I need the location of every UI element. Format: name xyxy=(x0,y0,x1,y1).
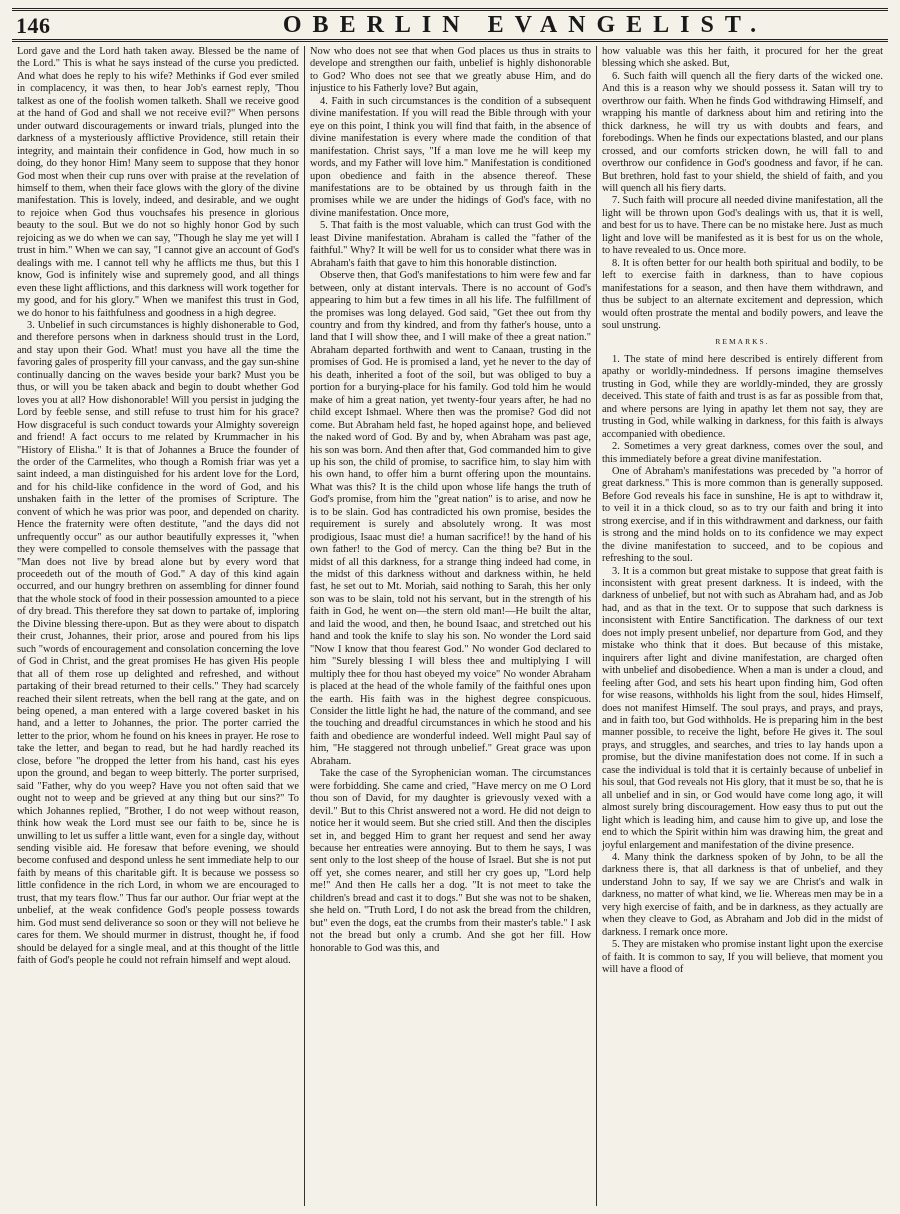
page-number: 146 xyxy=(16,13,51,38)
paragraph: 8. It is often better for our health both spiritual and bodily, to be left to exercise faith in darkness, than to have copious manifestations for a season, and then have them withdrawn, and thus be subject to an alternate excitement and depression, which would often prostrate the mental and bodily powers, and leave the soul unstrung. xyxy=(602,257,883,331)
remark-paragraph: 4. Many think the darkness spoken of by John, to be all the darkness there is, that all darkness is that of unbelief, and they understand John to say, If we say we are Christ's and walk in darkness, no matter of what kind, we lie. Whereas men may be in a very high exercise of faith, and be in darkness, as they actually are when they cleave to God, as Abraham and Job did in the midst of darkness. I remark once more. xyxy=(602,852,883,938)
remark-paragraph: 5. They are mistaken who promise instant light upon the exercise of faith. It is common to say, If you will believe, that moment you will have a flood of xyxy=(602,939,883,976)
paragraph: 4. Faith in such circumstances is the condition of a subsequent divine manifestation. If you will read the Bible through with your eye on this point, I think you will find that faith, in the absence of divine manifestation is every where made the condition of that manifestation. Christ says, "If a man love me he will keep my words, and my Father will love him." Manifestation is conditioned upon obedience and faith in the absence thereof. These manifestations are to be obtained by us through faith in the promises while we are under the hidings of God's face, with no divine manifestation. Once more, xyxy=(310,95,591,219)
remarks-heading: REMARKS. xyxy=(715,337,770,347)
paragraph: 3. Unbelief in such circumstances is highly dishonerable to God, and therefore persons when in darkness should trust in the Lord, and stay upon their God. What! must you have all the time the favoring gales of prosperity fill your canvass, and the gay sun-shine continually dancing on the waves beside your bark? Must you be thus, or will you be taken aback and begin to doubt whether God loves you at all? How dishonorable! Will you persist in judging the Lord by feeble sense, and still refuse to trust him for his grace? How disgraceful is such conduct towards your Almighty sovereign and friend! A fact occurs to me related by Krummacher in his "History of Elisha." It is that of Johannes a Bruce the founder of the order of the Carmelites, who though a Romish friar was yet a saint indeed, a man distinguished for his ardent love for the Lord, and for his child-like confidence in the word of God, and his unshaken faith in the letter of the promises of Scripture. The convent of which he was prior was poor, and depended on charity. Hence the fraternity were often destitute, "and the days did not unfrequently occur" as our author beautifully expresses it, "when they were compelled to console themselves with the passage that "Man does not live by bread alone but by every word that proceedeth out of the mouth of God." A day of this kind again occurred, and our hungry brethren on assembling for dinner found that the whole stock of food in their possession amounted to a piece of dry bread. This therefore they sat down to partake of, imploring the Divine blessing there-upon. But as they were about to dispatch their crust, Johannes, their prior, arose and poured from his lips such "words of encouragement and consolation concerning the love of God in Christ, and the great promises He has given His people that all of them rose up delighted and refreshed, and without partaking of their bread returned to their cells." They had scarcely reached their silent retreats, when the bell rang at the gate, and on being opened, a man entered with a large covered basket in his hand, and a letter to Johannes, the prior. The porter carried the letter to the prior, whom he found on his knees in prayer. He rose to take the letter, and began to read, but he had hardly reached its close, before "he dropped the letter from his hand, cast his eyes upon the ground, and began to weep bitterly. The porter surprised, said "Father, why do you weep? Have you not often said that we ought not to weep and be grieved at any thing but our sins?" To which Johannes replied, "Brother, I do not weep without reason, think how weak the Lord must see our faith to be, since he is unwilling to let us suffer a little want, even for a single day, without sending visible aid. He foresaw that before evening, we should become confused and despond unless he sent immediate help to our faith by means of this charitable gift. It is because we possess so little confidence in the rich Lord, in whom we are encouraged to trust, that my tears flow." Thus far our author. Our friar wept at the unbelief, at the weak confidence God's people possess towards him. God must send deliverance so soon or they will not believe he cares for them. We should murmer in distrust, thought he, if food should be delayed for a single meal, and at this thought of the little faith of God's people he could not refrain himself and wept aloud. xyxy=(17,319,299,967)
paragraph: 7. Such faith will procure all needed divine manifestation, all the light will be thrown upon God's dealings with us, that it is well, and best for us to have. There can be no mistake here. Just as much light and love will be manifested as it is best for us on the whole, to have revealed to us. Once more. xyxy=(602,195,883,257)
paragraph: Now who does not see that when God places us thus in straits to develope and strengthen our faith, unbelief is highly dishonorable to God? Who does not see that we greatly abuse Him, and do injustice to his Fatherly love? But again, xyxy=(310,46,591,95)
paragraph: Observe then, that God's manifestations to him were few and far between, only at distant intervals. There is no account of God's appearing to him but a few times in all his life. The fulfillment of the promises was long delayed. God said, "Get thee out from thy country and from thy kindred, and from thy father's house, unto a land that I will show thee, and I will make of thee a great nation." Abraham departed forthwith and went to Canaan, trusting in the promises of God. He is promised a land, yet he never to the day of his death, inherited a foot of the soil, but was obliged to buy a portion for a burying-place for his family. God told him he would make of him a great nation, yet twenty-four years after, he had no child except Ishmael. Where then was the promise? God did not come. But Abraham held fast, he hoped against hope, and believed the naked word of God. By and by, when Abraham was past age, his son was born. And then after that, God commanded him to give up his son, the child of promise, to sacrifice him, to slay him with his own hand, to offer him a burnt offering upon the mountains. What was this? It is the child upon whose life hangs the truth of God's promise, from him the "great nation" is to arise, and now he is to be slain. God has contradicted his own promise, besides the requirement is surely and absolutely wrong. It was most prodigious, Isaac must die! a human sacrifice!! by the hand of his own father! to the God of mercy. Can the thing be? But in the midst of all this darkness, for a strange thing indeed had come, in the midst of this darkness without and darkness within, he held fast, he set out to Mt. Moriah, said nothing to Sarah, this her only son was to be slain, told not his servant, but in the strength of his faith in God, he went on—the stern old man!—He built the altar, and laid the wood, and then, he bound Isaac, and stretched out his hand and took the knife to slay his son. No wonder the Lord said "Now I know that thou fearest God." No wonder God declared to him "Surely blessing I will bless thee and multiplying I will multiply thee for thou hast obeyed my voice" No wonder Abraham is placed at the head of the whole family of the faithful ones upon the earth. His faith was in the highest degree conspicuous. Consider the little light he had, the nature of the command, and see the touching and dreadful circumstances in which he stood and his faith and obedience are wonderful indeed. Well might Paul say of him, "He staggered not through unbelief." Great grace was upon Abraham. xyxy=(310,270,591,767)
remark-paragraph: 3. It is a common but great mistake to suppose that great faith is inconsistent with great present darkness. It is indeed, with the darkness of unbelief, but not with such as Abraham had, and as Job had, and as that in the text. Or to suppose that such darkness is inconsistent with Entire Sanctification. The darkness of our text does not imply present unbelief, nor departure from God, and they mistake who think that it does. But because of this mistake, inquirers after light and divine manifestation, are charged often with unbelief and disobedience. When a man is under a cloud, and feeling after God, and sets his heart upon finding him, God often for wise reasons, withholds his light from the soul, hides Himself, does not manifest Himself. The soul prays, and prays, and prays, and in faith too, but God withholds. He is preparing him in the best manner possible, to receive the light, before He gives it. The soul prays, and struggles, and searches, and tries to lay hands upon a promise, but the divine manifestation does not come. If in such a case the individual is told that it is certainly because of unbelief in his soul, that God reveals not His glory, that it must be so, that he is all unbelief and in sin, or God would have come long ago, it will almost surely bring discouragement. How easy thus to put out the light which is leading him, and cause him to give up, and lose the end to which the Spirit within him was drawing him, the great and joyful enlargement and manifestation of the divine presence. xyxy=(602,565,883,851)
paragraph: how valuable was this her faith, it procured for her the great blessing which she asked. But, xyxy=(602,46,883,70)
remark-paragraph: One of Abraham's manifestations was preceded by "a horror of great darkness." This is more common than is generally supposed. Before God reveals his face in sunshine, He is apt to withdraw it, to veil it in a thick cloud, so as to try our faith and bring it into strong exercise, and if in this withdrawment and darkness, our faith is strong and the mind holds on to its confidence we may expect the divine manifestation to succeed, and to be copious and refreshing to the soul. xyxy=(602,465,883,565)
masthead xyxy=(12,8,888,42)
remark-paragraph: 2. Sometimes a very great darkness, comes over the soul, and this immediately before a great divine manifestation. xyxy=(602,441,883,465)
column-left xyxy=(12,46,304,1206)
article-columns xyxy=(12,46,888,1206)
column-right xyxy=(596,46,888,1206)
remark-paragraph: 1. The state of mind here described is entirely different from apathy or worldly-mindedness. If persons imagine themselves trusting in God, while they are worldly-minded, they are grossly deceived. This state of faith and trust is as far as possible from that, and where persons are lying in apathy let them not say, they are trusting in God, while walking in darkness, for this faith is always accompanied with obedience. xyxy=(602,353,883,440)
paragraph: Lord gave and the Lord hath taken away. Blessed be the name of the Lord." This is what he says instead of the curse you predicted. And what does he reply to his wife? Methinks if God ever smiled in complacency, it was then, to hear Job's earnest reply, 'Thou talkest as one of the foolish women talketh. Shall we receive good at the hand of God and shall we not receive evil?" When persons under outward discouragements or inward trials, plunged into the darkness of a mysteriously afflictive Providence, still retain their integrity, and maintain their confidence in God, how much in so doing, do they honor Him! Many seem to suppose that they honor God most when their cup runs over with praise at the revelation of himself to them, when their face glows with the glory of the divine manifestation. This is lovely, indeed, and desirable, and we ought to rejoice when God thus vouchsafes his presence in glorious beauty to the soul. But we do not so highly honor God by such rejoicing as we do when we can say, "Though he slay me yet will I trust in him." When we can say, "I cannot give an account of God's dealings with me. I cannot tell why he afflicts me thus, but this I know, God is infinitely wise and supremely good, and all things even these light afflictions, and this darkness will work together for my good, and for his glory." When we manifest this trust in God, we do honor to his faithfulness and goodness in a high degree. xyxy=(17,46,299,319)
paragraph: Take the case of the Syrophenician woman. The circumstances were forbidding. She came and cried, "Have mercy on me O Lord thou son of David, for my daughter is grievously vexed with a devil." But to this Christ answered not a word. He did not deign to notice her it would seem. But she cried still. And then the disciples set in, and begged Him to grant her request and send her away because her entreaties were annoying. But to them he says, I was sent only to the lost sheep of the house of Israel. But she is not put off yet, she comes nearer, and still her cry goes up, "Lord help me!" And then He calls her a dog. "It is not meet to take the children's bread and cast it to dogs." But she was not to be shaken, she held on. "Truth Lord, I do not ask the bread from the children, but" even the dogs, eat the crumbs from their master's table." I ask not the bread but only a crumb. And she got her fill. How honorable to God was this, and xyxy=(310,768,591,954)
paragraph: 6. Such faith will quench all the fiery darts of the wicked one. And this is a reason why we should possess it. Satan will try to overthrow our faith. When he finds God withdrawing Himself, and wrapping his mantle of darkness about him and retiring into the thick darkness, he will try us with doubts and fears, and forebodings. When he finds our expectations blasted, and our plans crossed, and our comforts stricken down, he will fall to and overthrow our confidence in God's goodness and favor, if he can. But brethren, hold fast to your shield, the shield of faith, and you will quench all his fiery darts. xyxy=(602,70,883,194)
column-middle xyxy=(304,46,596,1206)
journal-title: OBERLIN EVANGELIST. xyxy=(282,12,768,38)
paragraph: 5. That faith is the most valuable, which can trust God with the least Divine manifestation. Abraham is called the "father of the faithful." Why? It will be well for us to consider what there was in Abraham's faith that gave to him this honorable distinction. xyxy=(310,220,591,269)
